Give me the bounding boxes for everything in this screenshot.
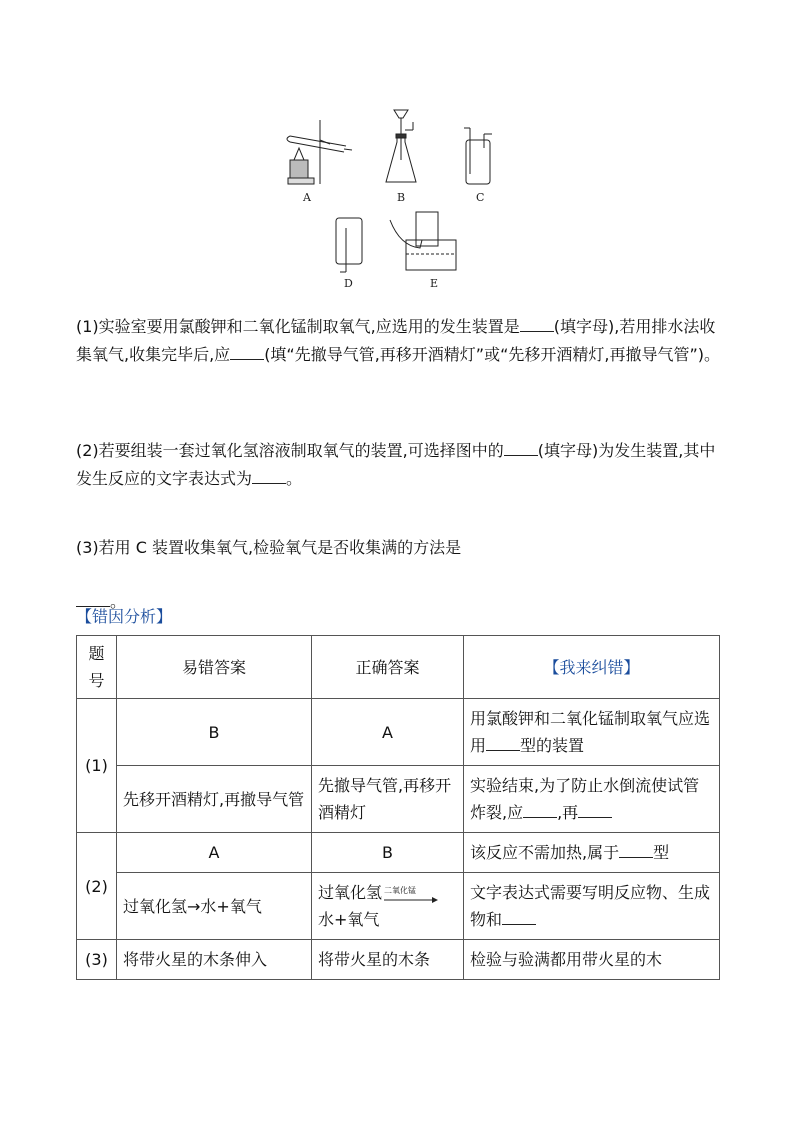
- row-number: (3): [77, 940, 117, 980]
- table-row: [77, 699, 720, 766]
- wrong-answer: B: [117, 699, 312, 766]
- header-wrong-answer: 易错答案: [117, 636, 312, 699]
- correct-answer: B: [312, 833, 464, 873]
- label-b: B: [397, 191, 406, 204]
- answer-blank[interactable]: [578, 799, 612, 818]
- wrong-answer: 先移开酒精灯,再撤导气管: [117, 766, 312, 833]
- correction: 该反应不需加热,属于 型: [464, 833, 720, 873]
- answer-blank[interactable]: [502, 906, 536, 925]
- section-heading: 【错因分析】: [76, 607, 173, 626]
- question-2: (2)若要组装一套过氧化氢溶液制取氧气的装置,可选择图中的 (填字母)为发生装置,其中发生反应的文字表达式为 。: [76, 437, 722, 493]
- error-analysis-table: [76, 635, 720, 980]
- header-correction: 【我来纠错】: [464, 636, 720, 699]
- apparatus-e: [390, 212, 456, 270]
- label-a: A: [303, 191, 311, 204]
- answer-blank[interactable]: [252, 465, 286, 484]
- correction: 用氯酸钾和二氧化锰制取氧气应选用 型的装置: [464, 699, 720, 766]
- reaction-condition: 二氧化锰: [384, 885, 417, 895]
- reaction-arrow: [382, 887, 440, 901]
- answer-blank[interactable]: [504, 437, 538, 456]
- apparatus-a: [287, 120, 352, 184]
- label-c: C: [476, 191, 485, 204]
- question-3: (3)若用 C 装置收集氧气,检验氧气是否收集满的方法是 。: [76, 538, 462, 611]
- header-correct-answer: 正确答案: [312, 636, 464, 699]
- apparatus-c: [464, 128, 492, 184]
- table-header-row: [77, 636, 720, 699]
- question-1: (1)实验室要用氯酸钾和二氧化锰制取氧气,应选用的发生装置是 (填字母),若用排水法收集氧气,收集完毕后,应 (填“先撤导气管,再移开酒精灯”或“先移开酒精灯,再撤导气管”)。: [76, 313, 722, 369]
- correction: 检验与验满都用带火星的木: [464, 940, 720, 980]
- answer-blank[interactable]: [523, 799, 557, 818]
- answer-blank[interactable]: [230, 341, 264, 360]
- label-d: D: [344, 277, 353, 290]
- table-row: [77, 766, 720, 833]
- apparatus-figure: [270, 100, 530, 295]
- correct-answer: 先撤导气管,再移开酒精灯: [312, 766, 464, 833]
- label-e: E: [430, 277, 439, 290]
- correction: 文字表达式需要写明反应物、生成物和: [464, 873, 720, 940]
- header-number: 题号: [77, 636, 117, 699]
- apparatus-d: [336, 218, 362, 272]
- correct-answer: 将带火星的木条: [312, 940, 464, 980]
- table-row: [77, 940, 720, 980]
- answer-blank[interactable]: [486, 732, 520, 751]
- row-number: (2): [77, 833, 117, 940]
- table-row: [77, 873, 720, 940]
- correct-answer: 过氧化氢 二氧化锰 水+氧气: [312, 873, 464, 940]
- answer-blank[interactable]: [520, 313, 554, 332]
- wrong-answer: A: [117, 833, 312, 873]
- correction: 实验结束,为了防止水倒流使试管炸裂,应 ,再: [464, 766, 720, 833]
- row-number: (1): [77, 699, 117, 833]
- wrong-answer: 将带火星的木条伸入: [117, 940, 312, 980]
- table-row: [77, 833, 720, 873]
- apparatus-b: [386, 110, 416, 182]
- wrong-answer: 过氧化氢→水+氧气: [117, 873, 312, 940]
- answer-blank[interactable]: [619, 839, 653, 858]
- correct-answer: A: [312, 699, 464, 766]
